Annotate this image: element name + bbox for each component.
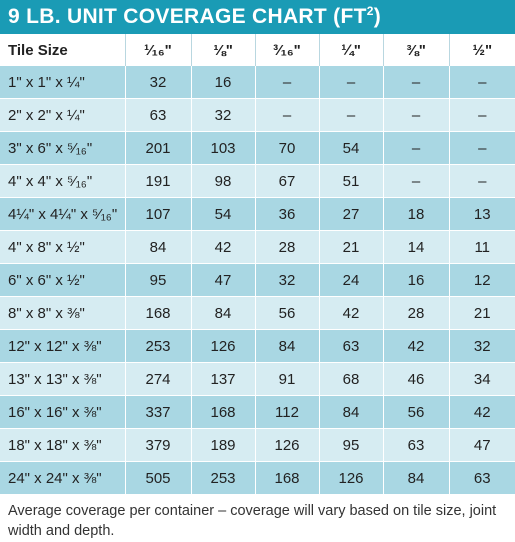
coverage-cell: –	[319, 99, 383, 132]
coverage-cell: 32	[255, 264, 319, 297]
coverage-cell: 91	[255, 363, 319, 396]
header-tile-size: Tile Size	[0, 34, 125, 66]
coverage-cell: 54	[191, 198, 255, 231]
coverage-cell: 36	[255, 198, 319, 231]
header-row	[0, 34, 515, 66]
coverage-cell: –	[383, 66, 449, 99]
coverage-cell: 46	[383, 363, 449, 396]
tile-size-cell: 18" x 18" x ⅜"	[0, 429, 125, 462]
coverage-cell: 505	[125, 462, 191, 495]
coverage-cell: 42	[383, 330, 449, 363]
footnote: Average coverage per container – coverage will vary based on tile size, joint width and depth.	[0, 495, 515, 542]
coverage-cell: 21	[319, 231, 383, 264]
coverage-cell: –	[449, 165, 515, 198]
coverage-cell: 103	[191, 132, 255, 165]
coverage-cell: 11	[449, 231, 515, 264]
table-row	[0, 429, 515, 462]
coverage-cell: 47	[191, 264, 255, 297]
coverage-cell: 16	[191, 66, 255, 99]
table-row	[0, 363, 515, 396]
table-row	[0, 165, 515, 198]
chart-title-superscript: 2	[366, 4, 374, 18]
tile-size-cell: 24" x 24" x ⅜"	[0, 462, 125, 495]
coverage-cell: 27	[319, 198, 383, 231]
tile-size-cell: 4" x 4" x ⁵⁄₁₆"	[0, 165, 125, 198]
coverage-cell: –	[383, 165, 449, 198]
coverage-cell: 14	[383, 231, 449, 264]
coverage-cell: 253	[191, 462, 255, 495]
coverage-cell: 13	[449, 198, 515, 231]
coverage-cell: 168	[255, 462, 319, 495]
tile-size-cell: 4¼" x 4¼" x ⁵⁄₁₆"	[0, 198, 125, 231]
coverage-cell: 84	[125, 231, 191, 264]
coverage-cell: 189	[191, 429, 255, 462]
header-joint-width: ⅜"	[383, 34, 449, 66]
coverage-cell: 56	[383, 396, 449, 429]
coverage-cell: 84	[319, 396, 383, 429]
coverage-cell: 28	[255, 231, 319, 264]
coverage-cell: 201	[125, 132, 191, 165]
header-joint-width: ⅛"	[191, 34, 255, 66]
tile-size-cell: 12" x 12" x ⅜"	[0, 330, 125, 363]
coverage-cell: 337	[125, 396, 191, 429]
coverage-cell: 63	[319, 330, 383, 363]
coverage-cell: –	[383, 132, 449, 165]
coverage-cell: 191	[125, 165, 191, 198]
coverage-cell: 42	[449, 396, 515, 429]
coverage-cell: –	[449, 99, 515, 132]
table-row	[0, 99, 515, 132]
tile-size-cell: 13" x 13" x ⅜"	[0, 363, 125, 396]
table-row	[0, 264, 515, 297]
coverage-cell: –	[255, 99, 319, 132]
coverage-cell: 42	[319, 297, 383, 330]
coverage-cell: 63	[125, 99, 191, 132]
table-row	[0, 297, 515, 330]
table-body	[0, 66, 515, 495]
tile-size-cell: 6" x 6" x ½"	[0, 264, 125, 297]
coverage-cell: 32	[191, 99, 255, 132]
coverage-cell: 98	[191, 165, 255, 198]
coverage-cell: 126	[319, 462, 383, 495]
coverage-cell: 24	[319, 264, 383, 297]
coverage-cell: 168	[125, 297, 191, 330]
coverage-cell: 95	[125, 264, 191, 297]
coverage-cell: –	[255, 66, 319, 99]
table-row	[0, 198, 515, 231]
coverage-cell: 168	[191, 396, 255, 429]
coverage-cell: 28	[383, 297, 449, 330]
coverage-cell: 51	[319, 165, 383, 198]
coverage-cell: 84	[191, 297, 255, 330]
coverage-cell: 32	[125, 66, 191, 99]
coverage-cell: –	[319, 66, 383, 99]
header-joint-width: ½"	[449, 34, 515, 66]
coverage-cell: 379	[125, 429, 191, 462]
header-joint-width: ³⁄₁₆"	[255, 34, 319, 66]
coverage-cell: 126	[255, 429, 319, 462]
coverage-cell: 112	[255, 396, 319, 429]
coverage-cell: 70	[255, 132, 319, 165]
table-row	[0, 132, 515, 165]
header-joint-width: ¹⁄₁₆"	[125, 34, 191, 66]
coverage-cell: 274	[125, 363, 191, 396]
coverage-cell: 16	[383, 264, 449, 297]
coverage-cell: 34	[449, 363, 515, 396]
tile-size-cell: 3" x 6" x ⁵⁄₁₆"	[0, 132, 125, 165]
tile-size-cell: 16" x 16" x ⅜"	[0, 396, 125, 429]
coverage-cell: 84	[383, 462, 449, 495]
tile-size-cell: 4" x 8" x ½"	[0, 231, 125, 264]
coverage-cell: 54	[319, 132, 383, 165]
table-row	[0, 462, 515, 495]
chart-title-text: 9 LB. UNIT COVERAGE CHART (FT	[8, 5, 367, 28]
coverage-cell: 67	[255, 165, 319, 198]
table-row	[0, 330, 515, 363]
coverage-table	[0, 34, 515, 495]
tile-size-cell: 8" x 8" x ⅜"	[0, 297, 125, 330]
coverage-cell: 63	[449, 462, 515, 495]
coverage-cell: 84	[255, 330, 319, 363]
coverage-cell: 253	[125, 330, 191, 363]
coverage-cell: 68	[319, 363, 383, 396]
coverage-cell: 126	[191, 330, 255, 363]
table-row	[0, 396, 515, 429]
chart-title-close: )	[373, 5, 381, 28]
coverage-cell: 56	[255, 297, 319, 330]
coverage-cell: –	[449, 132, 515, 165]
coverage-cell: 18	[383, 198, 449, 231]
chart-title	[0, 0, 515, 34]
coverage-cell: –	[449, 66, 515, 99]
table-row	[0, 231, 515, 264]
tile-size-cell: 1" x 1" x ¼"	[0, 66, 125, 99]
coverage-cell: 95	[319, 429, 383, 462]
coverage-cell: –	[383, 99, 449, 132]
coverage-cell: 137	[191, 363, 255, 396]
table-row	[0, 66, 515, 99]
tile-size-cell: 2" x 2" x ¼"	[0, 99, 125, 132]
coverage-cell: 63	[383, 429, 449, 462]
coverage-cell: 32	[449, 330, 515, 363]
coverage-cell: 42	[191, 231, 255, 264]
coverage-cell: 21	[449, 297, 515, 330]
coverage-cell: 107	[125, 198, 191, 231]
header-joint-width: ¼"	[319, 34, 383, 66]
coverage-cell: 12	[449, 264, 515, 297]
coverage-cell: 47	[449, 429, 515, 462]
